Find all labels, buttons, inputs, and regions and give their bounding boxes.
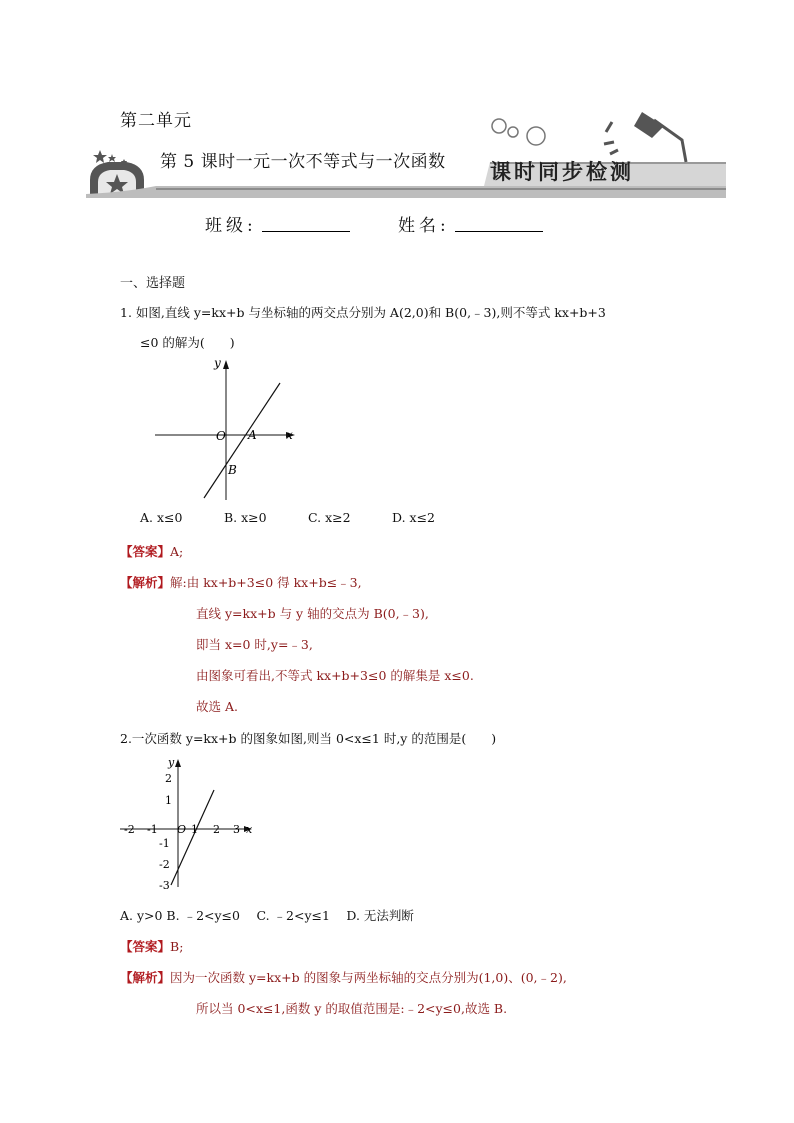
star-badge-icon [90,150,144,196]
name-blank [455,231,543,232]
q2-options: A. y>0 B. ﹣2<y≤0 C. ﹣2<y≤1 D. 无法判断 [120,908,414,923]
q1-answer-tag: 【答案】 [120,544,171,559]
q2-y-tick: 2 [165,772,172,785]
q2-x-tick: 2 [213,823,220,836]
q2-stem: 2.一次函数 y=kx+b 的图象如图,则当 0<x≤1 时,y 的范围是( ) [120,731,497,746]
q2-answer [120,937,183,955]
q2-y-tick: -2 [159,858,170,871]
lesson-title: 第 5 课时一元一次不等式与一次函数 [160,152,446,172]
q2-y-tick: -1 [159,837,170,850]
name-label: 姓名: [398,216,450,236]
q2-x-tick: 3 [233,823,240,836]
q1-option-d: D. x≤2 [392,510,435,525]
q2-analysis-tag: 【解析】 [120,970,171,985]
q1-option-b: B. x≥0 [224,510,267,525]
q1-answer-value: A; [170,544,184,559]
q1-origin-label: O [216,429,226,443]
q2-x-tick: -1 [147,823,158,836]
q1-analysis-tag: 【解析】 [120,575,171,590]
q2-x-tick: 1 [191,823,198,836]
q2-y-label: y [168,756,175,769]
class-blank [262,231,350,232]
section-title: 一、选择题 [120,276,186,291]
q1-point-a-label: A [248,428,257,442]
q1-y-label: y [214,356,221,370]
q2-y-tick: 1 [165,794,172,807]
q2-analysis-line1: 【解析】因为一次函数 y=kx+b 的图象与两坐标轴的交点分别为(1,0)、(0,﹣2), [120,970,567,985]
q1-x-label: x [286,428,293,442]
q1-graph [150,350,310,505]
q2-x-label: x [246,823,253,836]
q1-option-c: C. x≥2 [308,510,351,525]
q1-option-a: A. x≤0 [140,510,183,525]
q1-stem-line1: 1. 如图,直线 y=kx+b 与坐标轴的两交点分别为 A(2,0)和 B(0,﹣3),则不等式 kx+b+3 [120,305,606,320]
q2-origin-label: O [177,823,187,836]
q2-answer-value: B; [170,939,184,954]
unit-title: 第二单元 [120,111,192,131]
banner-title: 课时同步检测 [490,159,634,184]
q1-stem-line2: ≤0 的解为( ) [140,335,235,350]
q1-answer [120,542,183,560]
q1-analysis-line5: 故选 A. [196,699,238,714]
q1-analysis-line2: 直线 y=kx+b 与 y 轴的交点为 B(0,﹣3), [196,606,429,621]
q2-answer-tag: 【答案】 [120,939,171,954]
q1-point-b-label: B [228,463,237,477]
q1-analysis-line4: 由图象可看出,不等式 kx+b+3≤0 的解集是 x≤0. [196,668,474,683]
q2-analysis-line2: 所以当 0<x≤1,函数 y 的取值范围是:﹣2<y≤0,故选 B. [196,1001,508,1016]
q2-graph [115,755,265,895]
q2-x-tick: -2 [124,823,135,836]
class-label: 班级: [205,216,257,236]
q2-y-tick: -3 [159,879,170,892]
q1-analysis-line3: 即当 x=0 时,y=﹣3, [196,637,313,652]
q1-analysis-line1: 【解析】解:由 kx+b+3≤0 得 kx+b≤﹣3, [120,575,362,590]
